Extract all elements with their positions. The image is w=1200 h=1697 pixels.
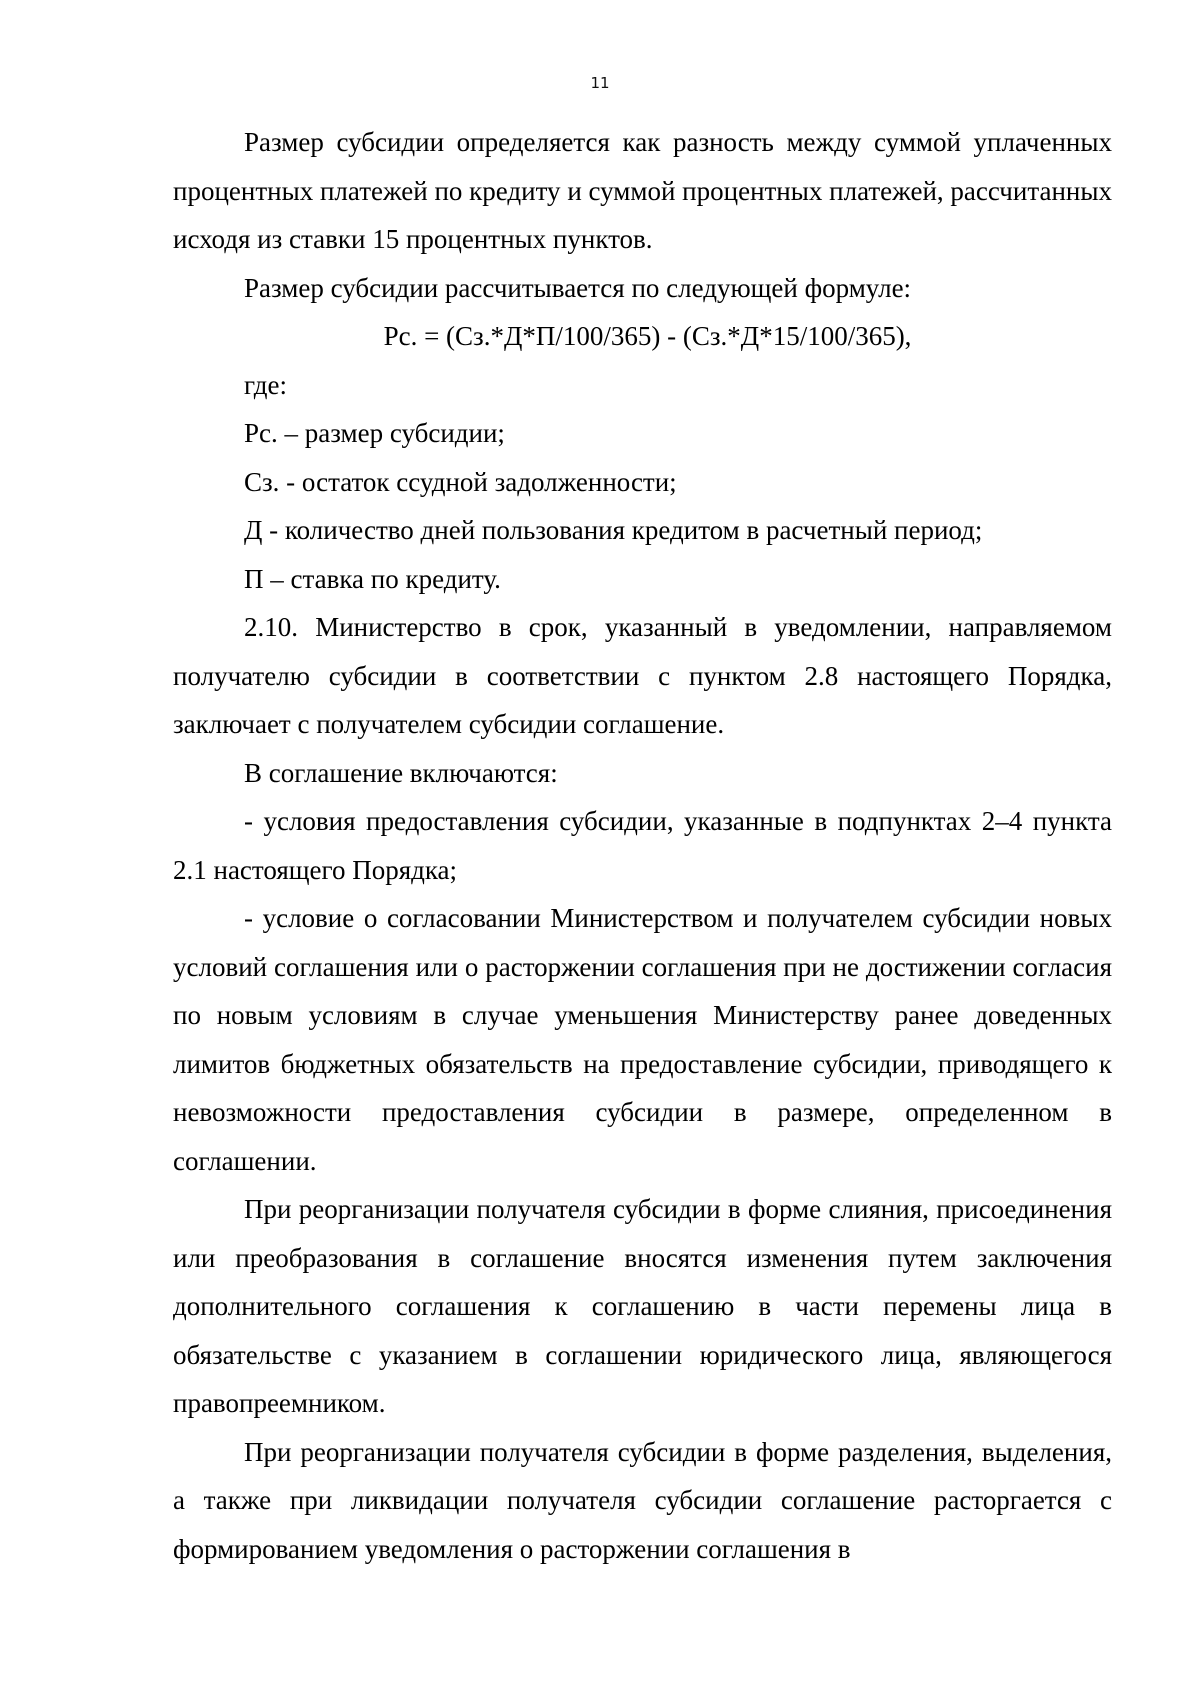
document-body — [173, 118, 1112, 1573]
paragraph-formula-intro: Размер субсидии рассчитывается по следующей формуле: — [244, 272, 912, 303]
paragraph-where: где: — [244, 369, 287, 400]
definition-sz: Сз. - остаток ссудной задолженности; — [244, 466, 677, 497]
definition-d: Д - количество дней пользования кредитом в расчетный период; — [244, 515, 983, 545]
paragraph-agreement-includes: В соглашение включаются: — [244, 757, 558, 788]
subsidy-formula: Рс. = (Сз.*Д*П/100/365) - (Сз.*Д*15/100/365), — [383, 321, 912, 351]
paragraph-reorganization-merger: При реорганизации получателя субсидии в форме слияния, присоединения или преобразования в соглашение вносятся изменения путем заключения дополнительного соглашения к соглашению в части перемены лица в обязательстве с указанием в соглашении юридического лица, являющегося правопреемником. — [173, 1194, 1112, 1418]
definition-p: П – ставка по кредиту. — [244, 563, 501, 594]
list-item-approval-condition: - условие о согласовании Министерством и получателем субсидии новых условий соглашения или о расторжении соглашения при не достижении согласия по новым условиям в случае уменьшения Министерству ранее доведенных лимитов бюджетных обязательств на предоставление субсидии, приводящего к невозможности предоставления субсидии в размере, определенном в соглашении. — [173, 903, 1112, 1176]
list-item-conditions: - условия предоставления субсидии, указанные в подпунктах 2–4 пункта 2.1 настоящего Порядка; — [173, 806, 1112, 885]
paragraph-reorganization-division: При реорганизации получателя субсидии в форме разделения, выделения, а также при ликвидации получателя субсидии соглашение расторгается с формированием уведомления о расторжении соглашения в — [173, 1436, 1112, 1564]
definition-rs: Рс. – размер субсидии; — [244, 418, 505, 448]
paragraph-2-10: 2.10. Министерство в срок, указанный в уведомлении, направляемом получателю субсидии в соответствии с пунктом 2.8 настоящего Порядка, заключает с получателем субсидии соглашение. — [173, 612, 1112, 739]
paragraph-subsidy-definition: Размер субсидии определяется как разность между суммой уплаченных процентных платежей по кредиту и суммой процентных платежей, рассчитанных исходя из ставки 15 процентных пунктов. — [173, 127, 1112, 254]
page-number: 11 — [590, 74, 610, 92]
